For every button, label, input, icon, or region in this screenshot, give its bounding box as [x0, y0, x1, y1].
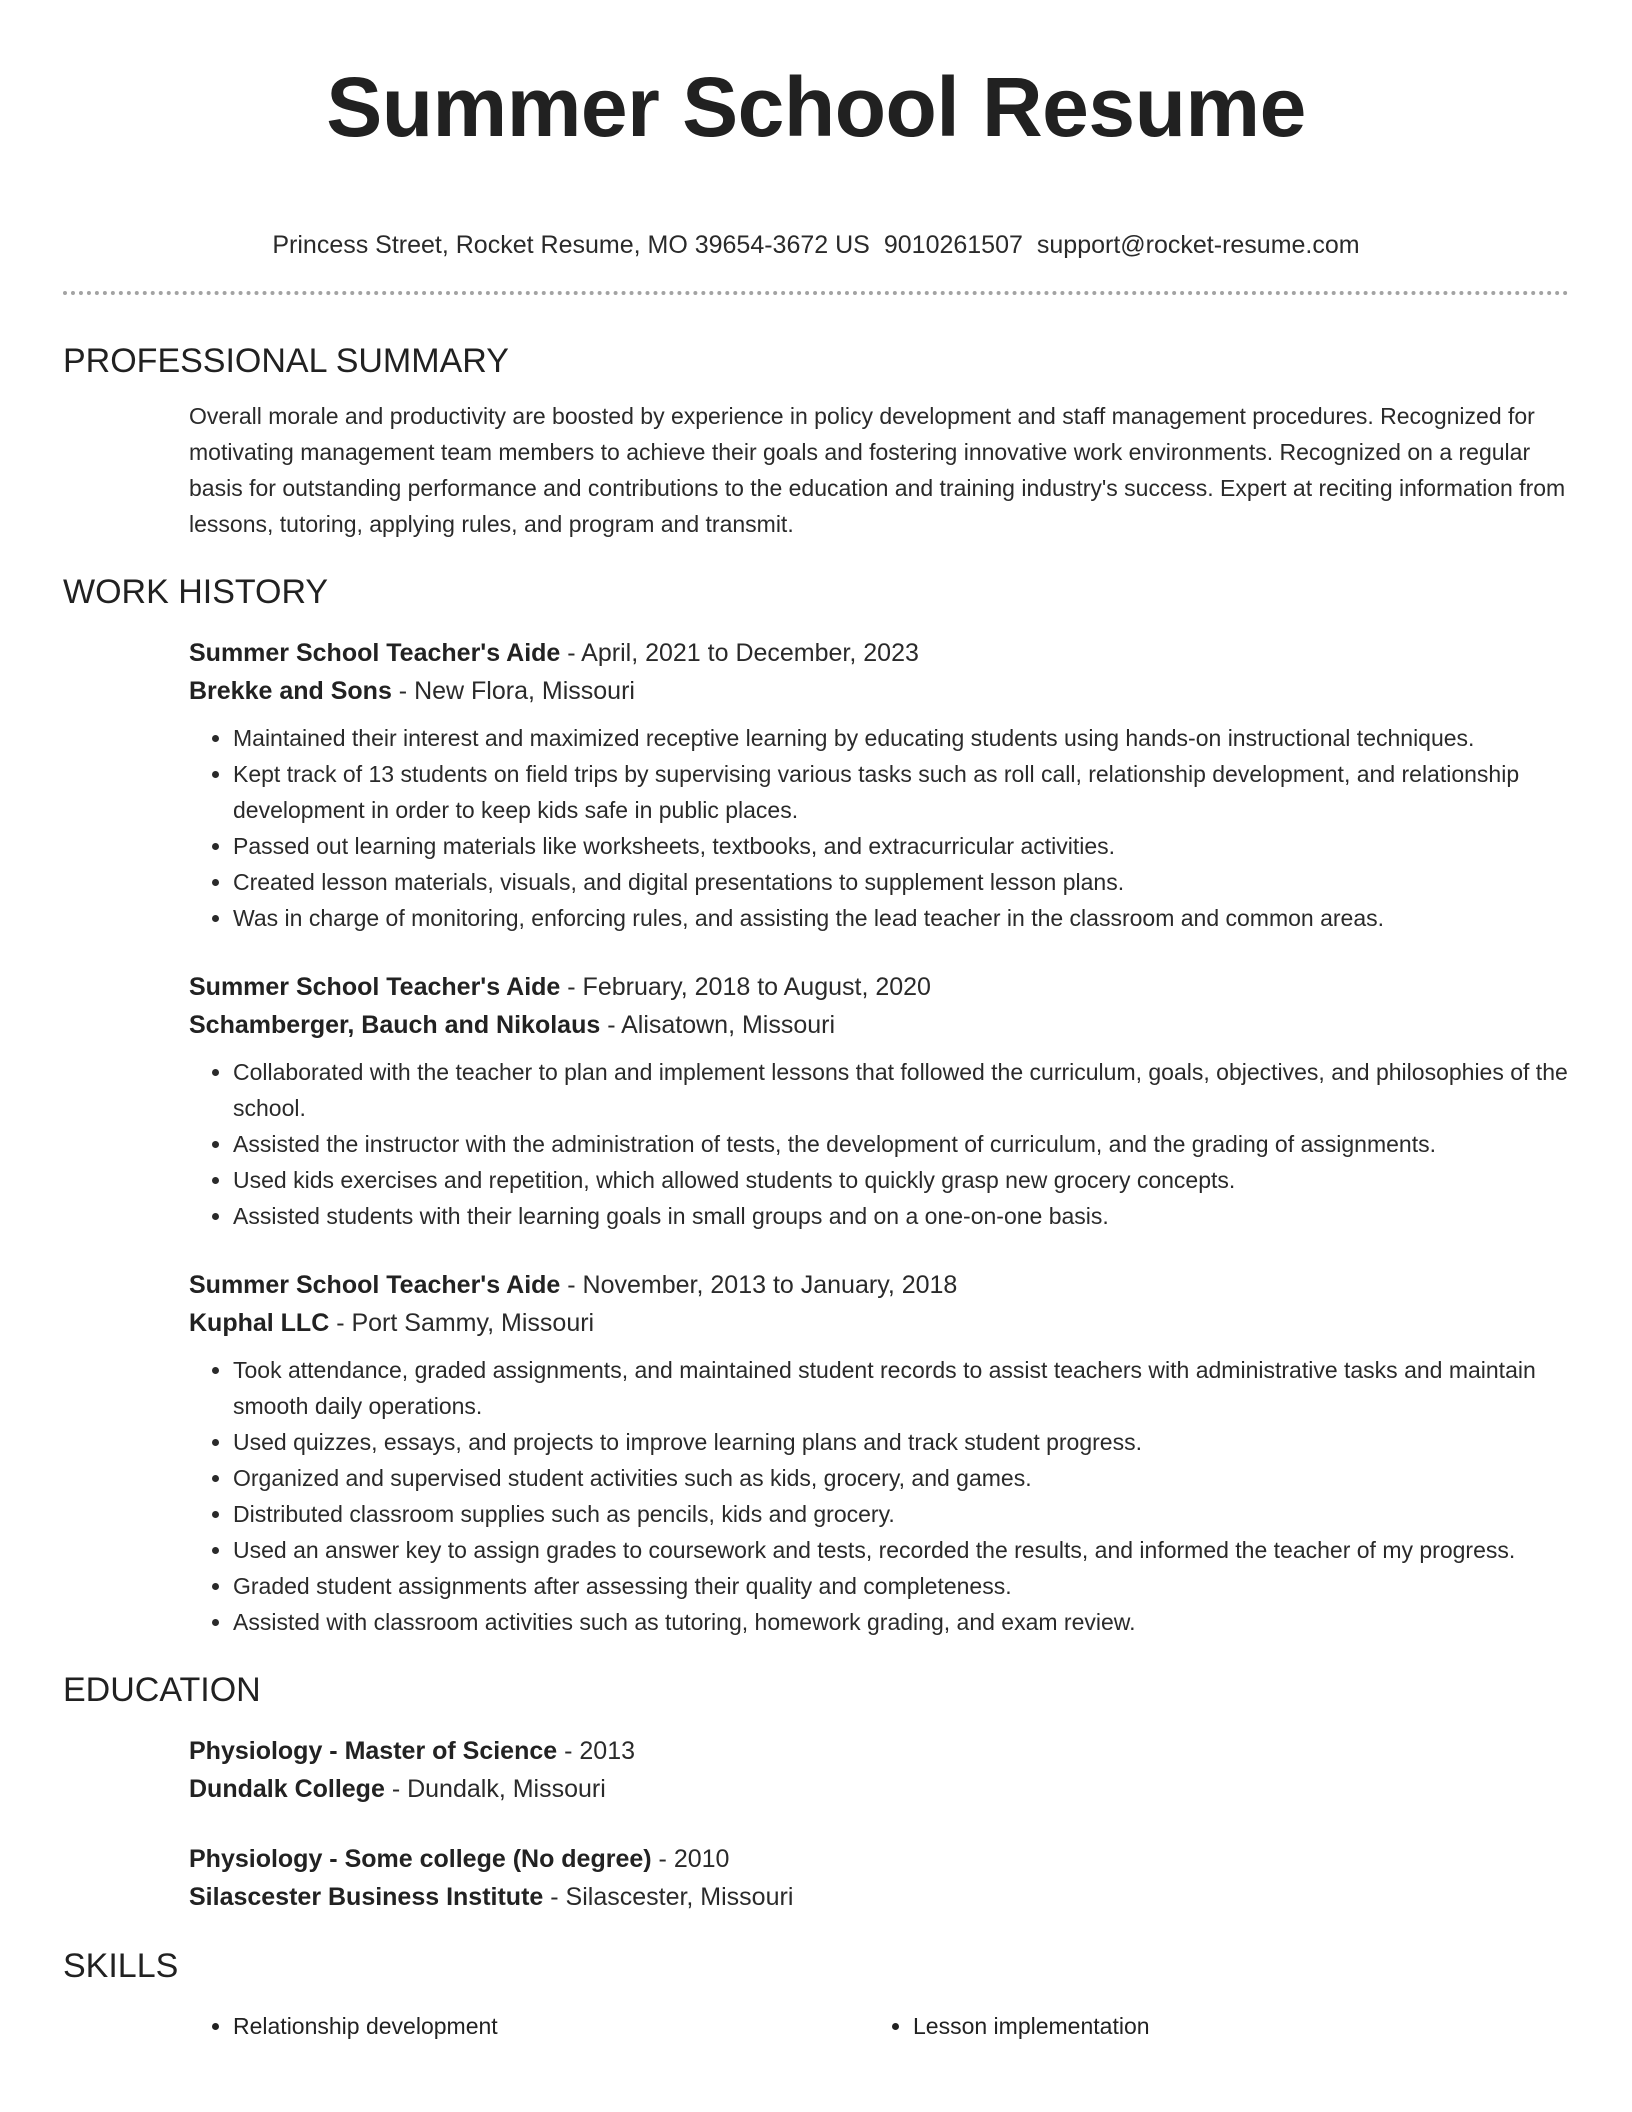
list-item: • Used quizzes, essays, and projects to improve learning plans and track student progress.: [233, 1424, 1569, 1460]
summary-block: [189, 398, 1569, 542]
list-item: • Passed out learning materials like worksheets, textbooks, and extracurricular activities.: [233, 828, 1569, 864]
list-item: • Maintained their interest and maximized receptive learning by educating students using hands-on instructional techniques.: [233, 720, 1569, 756]
degree-year: - 2010: [651, 1845, 730, 1873]
job-company-line: [189, 1006, 1569, 1044]
education-entry: [189, 1732, 1569, 1808]
job-bullets: [189, 720, 1569, 936]
degree-year: - 2013: [557, 1737, 636, 1765]
contact-email: support@rocket-resume.com: [1036, 231, 1360, 259]
job-location: - Alisatown, Missouri: [600, 1011, 836, 1039]
job-title-line: [189, 634, 1569, 672]
job-title: Summer School Teacher's Aide: [189, 639, 561, 667]
degree-line: [189, 1732, 1569, 1770]
degree-line: [189, 1840, 1569, 1878]
job-dates: - February, 2018 to August, 2020: [560, 973, 931, 1001]
list-item: • Graded student assignments after assessing their quality and completeness.: [233, 1568, 1569, 1604]
job-title: Summer School Teacher's Aide: [189, 973, 561, 1001]
contact-phone: 9010261507: [883, 231, 1023, 259]
school-location: - Dundalk, Missouri: [384, 1775, 606, 1803]
job-entry: [189, 1266, 1569, 1640]
skills-list-right: [869, 2008, 1369, 2044]
school-name: Dundalk College: [189, 1775, 385, 1803]
resume-header: [0, 0, 1632, 262]
school-line: [189, 1878, 1569, 1916]
section-title-education: EDUCATION: [63, 1671, 261, 1709]
list-item: • Assisted the instructor with the administration of tests, the development of curriculum, and the grading of assignments.: [233, 1126, 1569, 1162]
list-item: • Organized and supervised student activities such as kids, grocery, and games.: [233, 1460, 1569, 1496]
list-item: • Was in charge of monitoring, enforcing rules, and assisting the lead teacher in the classroom and common areas.: [233, 900, 1569, 936]
job-dates: - April, 2021 to December, 2023: [560, 639, 919, 667]
skills-list-left: [189, 2008, 869, 2044]
job-location: - Port Sammy, Missouri: [329, 1309, 595, 1337]
list-item: • Kept track of 13 students on field trips by supervising various tasks such as roll call, relationship development, and relationship development in order to keep kids safe in public places.: [233, 756, 1569, 828]
section-title-work: WORK HISTORY: [63, 573, 329, 611]
school-name: Silascester Business Institute: [189, 1883, 544, 1911]
degree: Physiology - Some college (No degree): [189, 1845, 652, 1873]
resume-name: Summer School Resume: [326, 60, 1306, 154]
section-title-summary: PROFESSIONAL SUMMARY: [63, 342, 509, 380]
list-item: • Used an answer key to assign grades to coursework and tests, recorded the results, and informed the teacher of my progress.: [233, 1532, 1569, 1568]
school-location: - Silascester, Missouri: [543, 1883, 794, 1911]
list-item: • Created lesson materials, visuals, and digital presentations to supplement lesson plans.: [233, 864, 1569, 900]
job-title: Summer School Teacher's Aide: [189, 1271, 561, 1299]
job-title-line: [189, 968, 1569, 1006]
education-entry: [189, 1840, 1569, 1916]
summary-text: Overall morale and productivity are boosted by experience in policy development and staff management procedures. Recognized for motivating management team members to achieve their goals and fostering innovative work environments. Recognized on a regular basis for outstanding performance and contributions to the education and training industry's success. Expert at reciting information from lessons, tutoring, applying rules, and program and transmit.: [189, 403, 1566, 537]
list-item: • Took attendance, graded assignments, and maintained student records to assist teachers with administrative tasks and maintain smooth daily operations.: [233, 1352, 1569, 1424]
job-dates: - November, 2013 to January, 2018: [560, 1271, 958, 1299]
school-line: [189, 1770, 1569, 1808]
list-item: • Collaborated with the teacher to plan and implement lessons that followed the curriculum, goals, objectives, and philosophies of the school.: [233, 1054, 1569, 1126]
header-divider: [63, 291, 1569, 295]
degree: Physiology - Master of Science: [189, 1737, 558, 1765]
job-company: Brekke and Sons: [189, 677, 392, 705]
skills-grid: [189, 2008, 1569, 2044]
section-title-skills: SKILLS: [63, 1947, 179, 1985]
job-location: - New Flora, Missouri: [391, 677, 635, 705]
contact-address: Princess Street, Rocket Resume, MO 39654-3672 US: [272, 231, 870, 259]
contact-line: [0, 228, 1632, 262]
job-entry: [189, 968, 1569, 1234]
job-bullets: [189, 1352, 1569, 1640]
job-company-line: [189, 672, 1569, 710]
skill-item: • Lesson implementation: [913, 2008, 1369, 2044]
list-item: • Used kids exercises and repetition, which allowed students to quickly grasp new grocery concepts.: [233, 1162, 1569, 1198]
list-item: • Assisted with classroom activities such as tutoring, homework grading, and exam review.: [233, 1604, 1569, 1640]
list-item: • Assisted students with their learning goals in small groups and on a one-on-one basis.: [233, 1198, 1569, 1234]
job-entry: [189, 634, 1569, 936]
skill-item: • Relationship development: [233, 2008, 869, 2044]
job-bullets: [189, 1054, 1569, 1234]
job-company: Kuphal LLC: [189, 1309, 330, 1337]
job-company-line: [189, 1304, 1569, 1342]
job-title-line: [189, 1266, 1569, 1304]
list-item: • Distributed classroom supplies such as pencils, kids and grocery.: [233, 1496, 1569, 1532]
job-company: Schamberger, Bauch and Nikolaus: [189, 1011, 601, 1039]
